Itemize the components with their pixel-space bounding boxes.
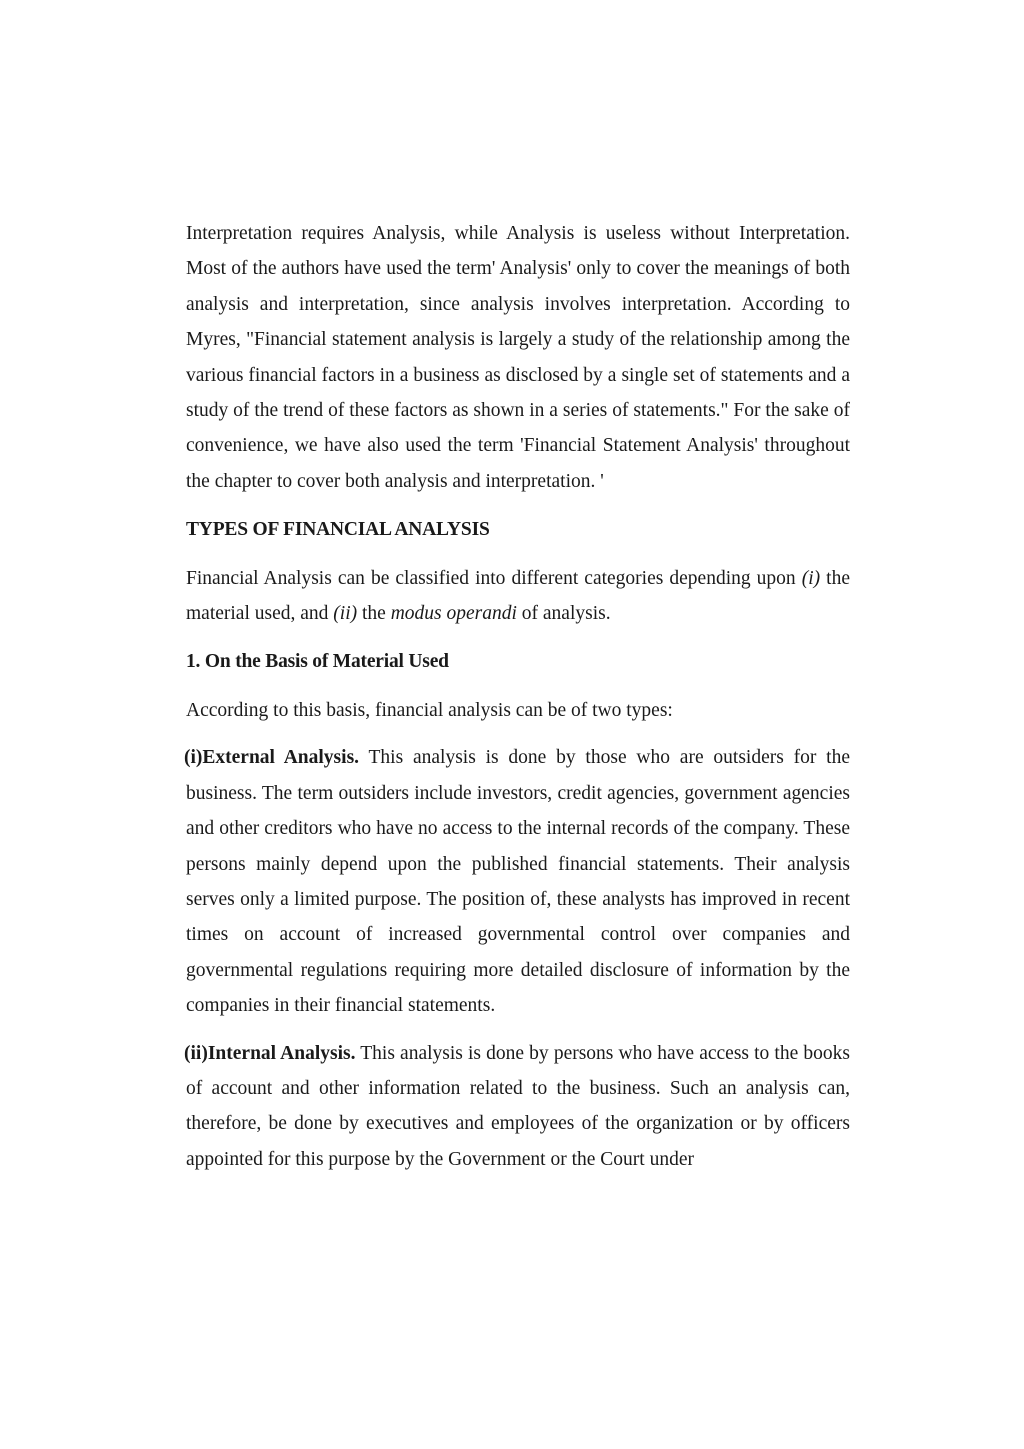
subheading: 1. On the Basis of Material Used <box>186 651 449 673</box>
external-title: External Analysis. <box>202 747 360 769</box>
classification-marker-i: (i) <box>801 567 821 589</box>
classification-text-4: of analysis. <box>516 603 611 625</box>
external-text: This analysis is done by those who are outsiders for the business. The term outsiders include investors, credit agencies, government agencies and other creditors who have no access to the internal records of the company. These persons mainly depend upon the published financial statements. Their analysis serves only a limited purpose. The position of, these analysts has improved in recent times on account of increased governmental control over companies and governmental regulations requiring more detailed disclosure of information by the companies in their financial statements. <box>186 747 850 1017</box>
classification-term: modus operandi <box>390 603 517 625</box>
classification-text-2: the material used, and <box>186 567 850 625</box>
internal-marker: (ii) <box>184 1042 208 1064</box>
section-heading: TYPES OF FINANCIAL ANALYSIS <box>186 519 490 541</box>
classification-text-1: Financial Analysis can be classified into different categories depending upon <box>186 567 802 589</box>
external-marker: (i) <box>184 747 203 769</box>
classification-text-3: the <box>357 603 391 625</box>
intro-paragraph: Interpretation requires Analysis, while Analysis is useless without Interpretation. Most of the authors have used the term' Analysis' only to cover the meanings of both analysis and interpretation, since analysis involves interpretation. According to Myres, "Financial statement analysis is largely a study of the relationship among the various financial factors in a business as disclosed by a single set of statements and a study of the trend of these factors as shown in a series of statements." For the sake of convenience, we have also used the term 'Financial Statement Analysis' throughout the chapter to cover both analysis and interpretation. ' <box>186 223 850 492</box>
internal-analysis-paragraph <box>186 1036 850 1178</box>
internal-title: Internal Analysis. <box>207 1042 356 1064</box>
document-page <box>186 216 850 1177</box>
external-analysis-paragraph <box>186 740 850 1023</box>
basis-paragraph: According to this basis, financial analysis can be of two types: <box>186 699 673 721</box>
classification-marker-ii: (ii) <box>333 603 358 625</box>
classification-paragraph <box>186 561 850 632</box>
internal-text: This analysis is done by persons who have access to the books of account and other information related to the business. Such an analysis can, therefore, be done by executives and employees of the organization or by officers appointed for this purpose by the Government or the Court under <box>186 1042 850 1170</box>
